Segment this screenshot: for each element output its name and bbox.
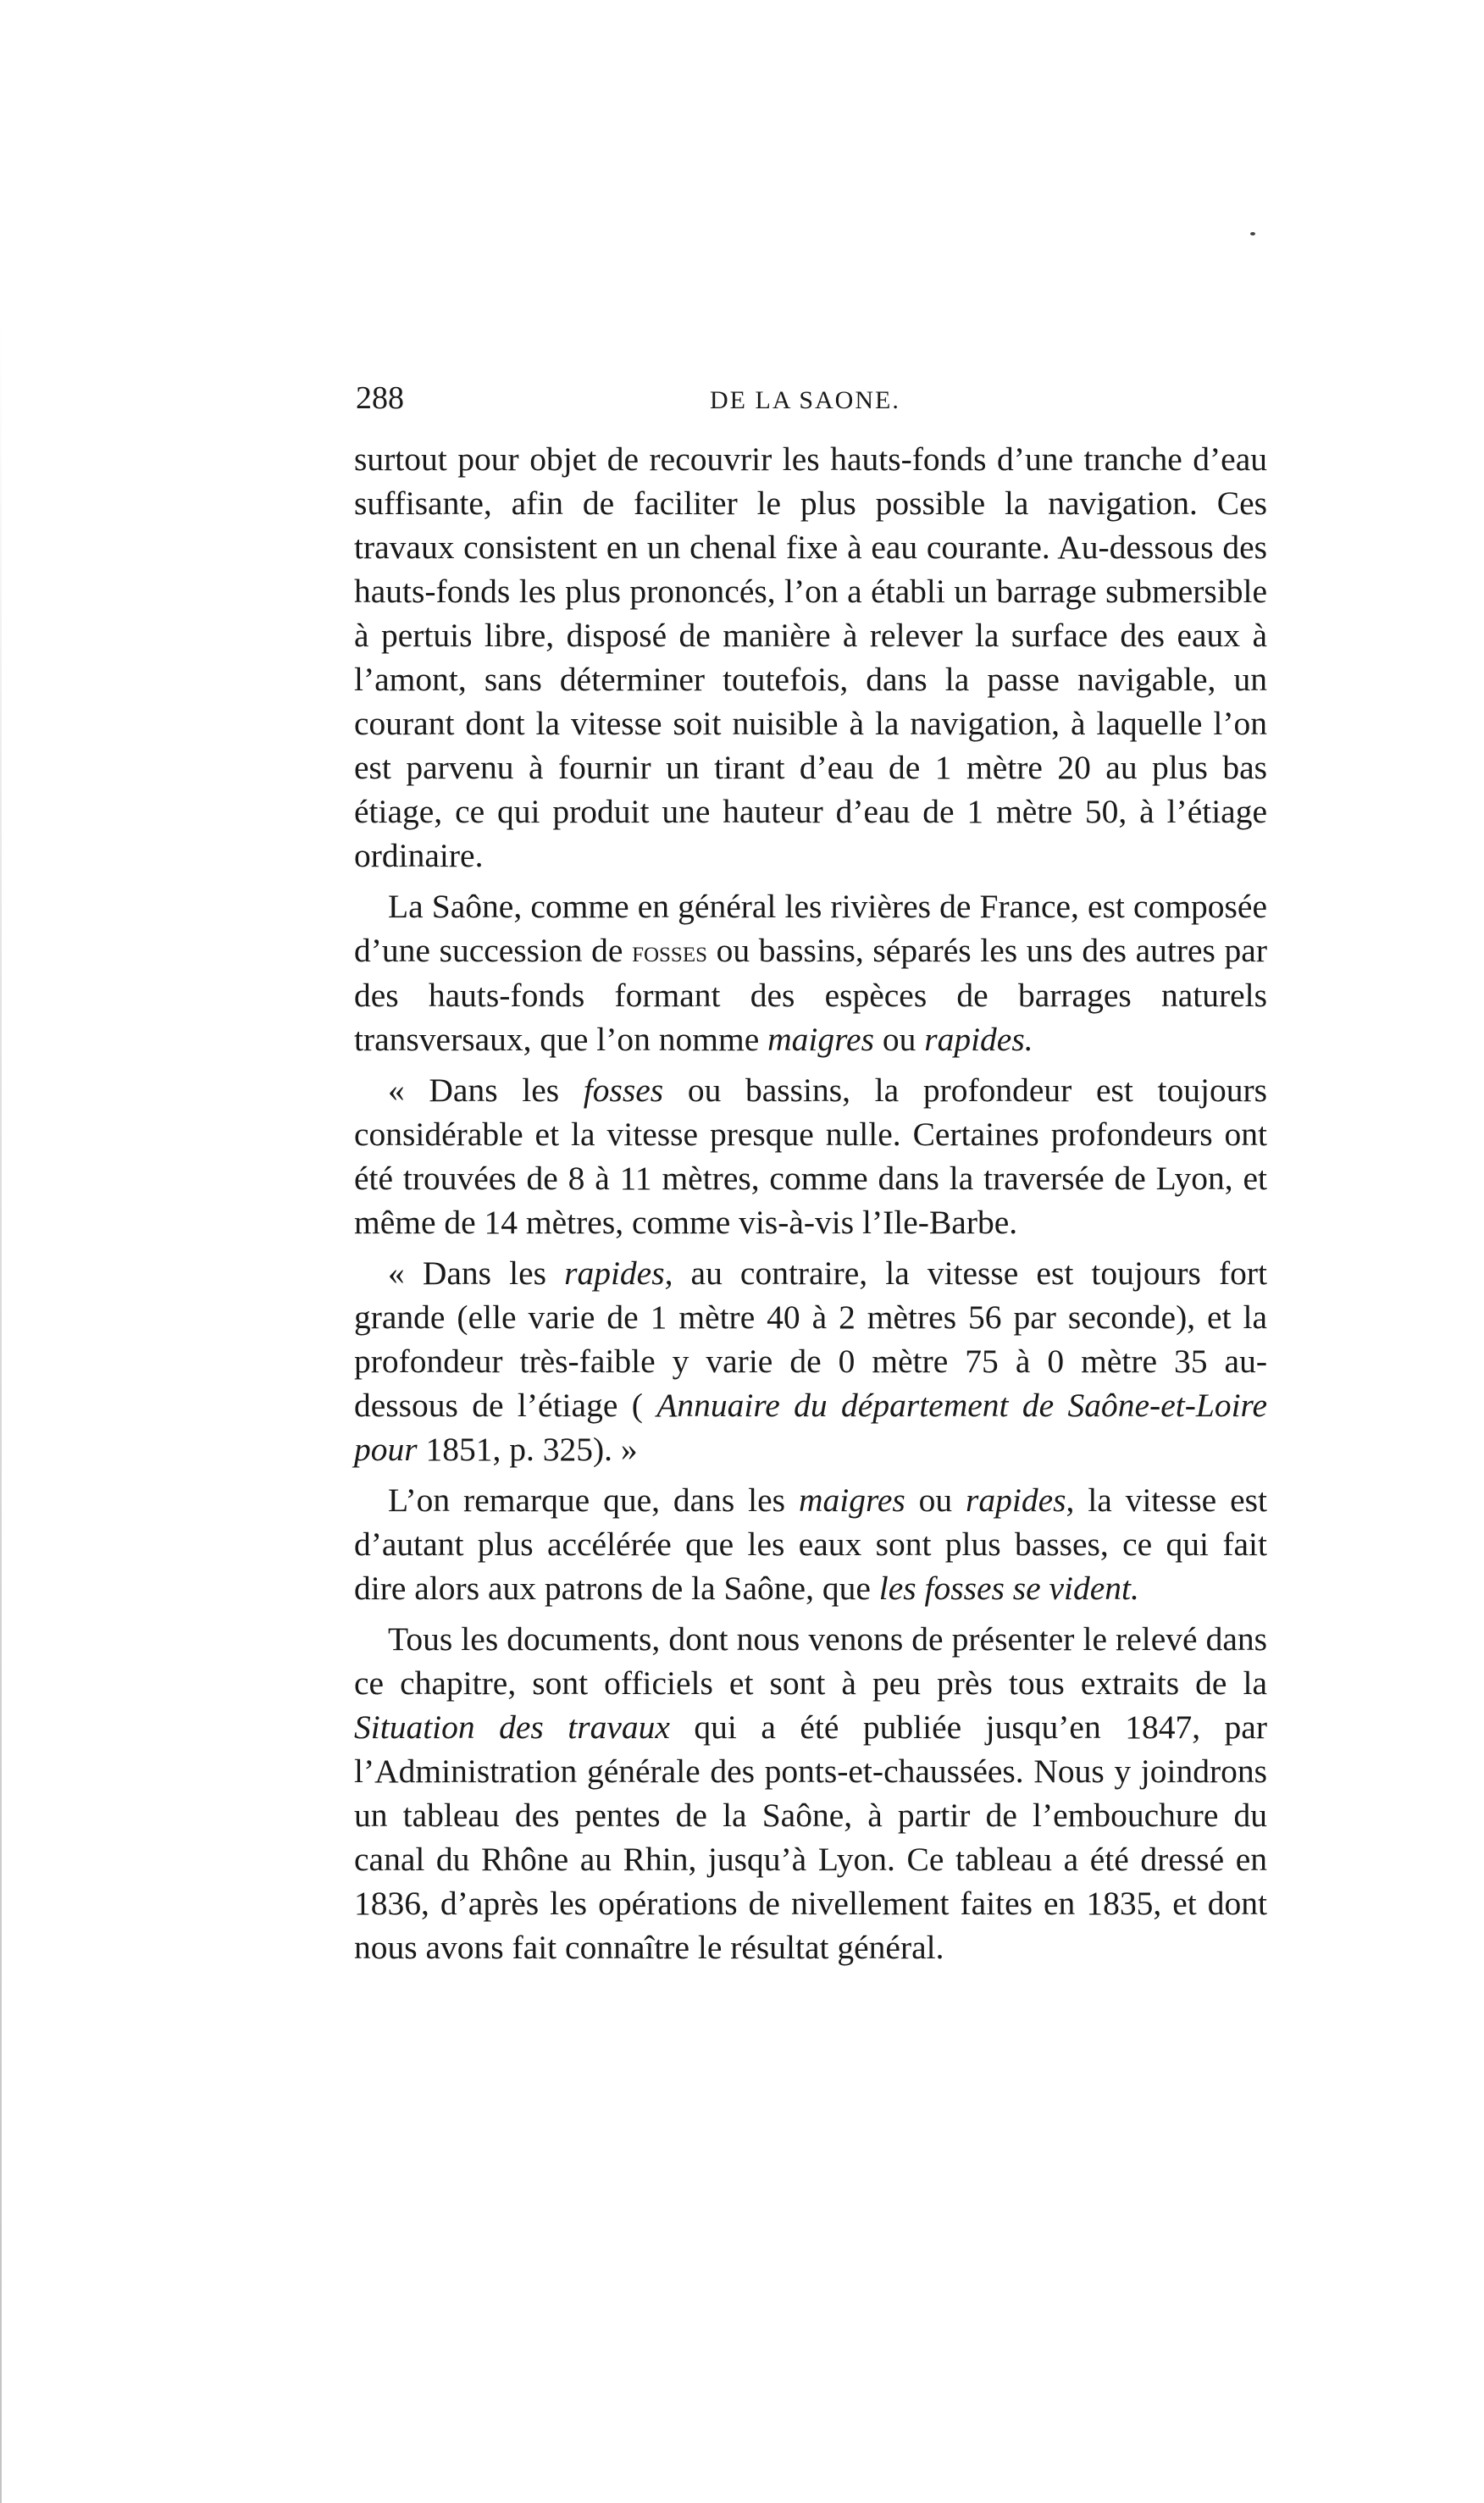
small-caps-text: fosses: [632, 934, 708, 968]
italic-text: fosses: [583, 1072, 664, 1109]
text-run: au contraire, la vitesse est toujours fort grande (elle varie de 1 mètre 40 à 2 mètres 56 par seconde), et la profondeur très-faible y varie de 0 mètre 75 à 0 mètre 35 au-dessous de l’étiage (: [354, 1254, 1267, 1424]
text-run: La Saône, comme en général les rivières de France, est composée d’une succession de: [354, 888, 1267, 969]
paragraph: [354, 437, 1267, 878]
page-edge-shadow: [0, 322, 2, 2503]
text-run: « Dans les: [388, 1254, 565, 1292]
text-run: , la vitesse est d’autant plus accélérée que les eaux sont plus basses, ce qui fait dire alors aux patrons de la Saône, que: [354, 1481, 1267, 1607]
page-header: [356, 379, 1271, 430]
text-run: ou: [905, 1481, 966, 1519]
text-run: surtout pour objet de recouvrir les hauts-fonds d’une tranche d’eau suffisante, afin de faciliter le plus possible la navigation. Ces travaux consistent en un chenal fixe à eau courante. Au-dessous des hauts-fonds les plus prononcés, l’on a établi un barrage submersible à pertuis libre, disposé de manière à relever la surface des eaux à l’amont, sans déterminer toutefois, dans la passe navigable, un courant dont la vitesse soit nuisible à la navigation, à laquelle l’on est parvenu à fournir un tirant d’eau de 1 mètre 20 au plus bas étiage, ce qui produit une hauteur d’eau de 1 mètre 50, à l’étiage ordinaire.: [354, 440, 1267, 874]
text-run: ou bassins, séparés les uns des autres par des hauts-fonds formant des espèces de barrages naturels transversaux, que l’on nomme: [354, 932, 1267, 1058]
italic-text: rapides: [966, 1481, 1066, 1519]
text-run: ou bassins, la profondeur est toujours considérable et la vitesse presque nulle. Certaines profondeurs ont été trouvées de 8 à 11 mètres, comme dans la traversée de Lyon, et même de 14 mètres, comme vis-à-vis l’Ile-Barbe.: [354, 1072, 1267, 1241]
text-run: « Dans les: [388, 1072, 584, 1109]
text-run: L’on remarque que, dans les: [388, 1481, 799, 1519]
text-run: 1851, p. 325). »: [417, 1431, 638, 1468]
italic-text: les fosses se vident.: [878, 1570, 1139, 1607]
italic-text: maigres: [767, 1021, 874, 1058]
paragraph: [354, 1068, 1267, 1244]
paragraph: [354, 1617, 1267, 1969]
italic-text: rapides,: [564, 1254, 673, 1292]
running-head: DE LA SAONE.: [710, 386, 900, 414]
page-number: 288: [356, 380, 404, 416]
italic-text: maigres: [798, 1481, 905, 1519]
body-text: [354, 437, 1267, 1976]
italic-text: rapides.: [924, 1021, 1033, 1058]
text-run: qui a été publiée jusqu’en 1847, par l’Administration générale des ponts-et-chaussées. Nous y joindrons un tableau des pentes de la Saône, à partir de l’embouchure du canal du Rhône au Rhin, jusqu’à Lyon. Ce tableau a été dressé en 1836, d’après les opérations de nivellement faites en 1835, et dont nous avons fait connaître le résultat général.: [354, 1708, 1267, 1966]
ink-speck: [1250, 232, 1255, 235]
italic-text: Annuaire du département de Saône-et-Loire pour: [354, 1387, 1267, 1468]
paragraph: [354, 1251, 1267, 1471]
italic-text: Situation des travaux: [354, 1708, 670, 1746]
paragraph: [354, 884, 1267, 1061]
text-run: Tous les documents, dont nous venons de présenter le relevé dans ce chapitre, sont officiels et sont à peu près tous extraits de la: [354, 1620, 1267, 1702]
text-run: ou: [873, 1021, 925, 1058]
paragraph: [354, 1478, 1267, 1610]
